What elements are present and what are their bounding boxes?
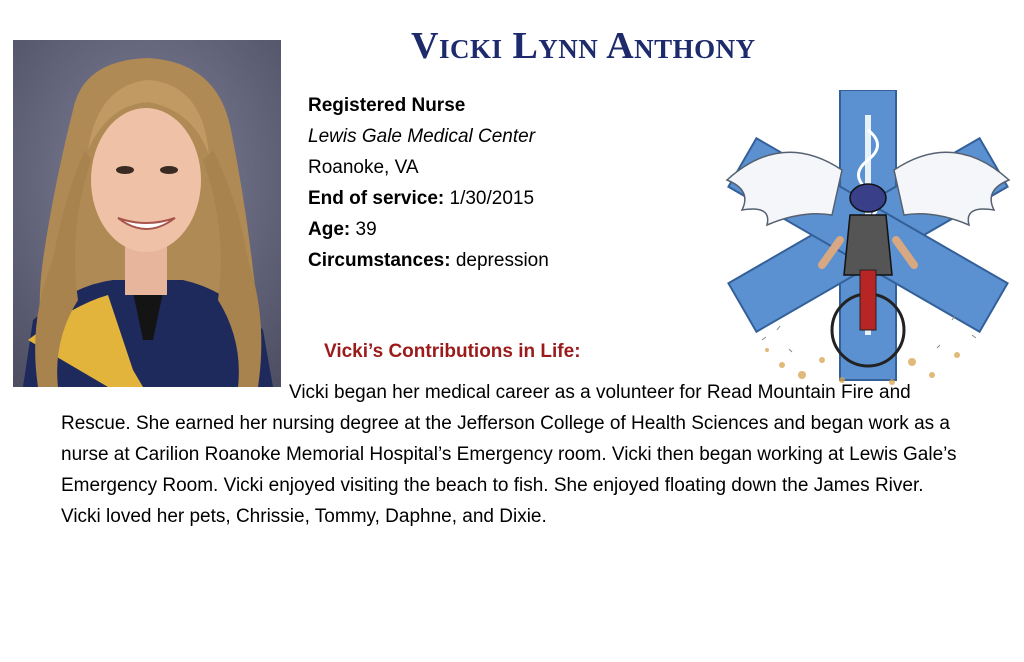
- end-of-service-label: End of service:: [308, 188, 445, 209]
- circumstances-row: [308, 245, 549, 276]
- portrait-photo: [13, 40, 281, 387]
- person-name: Vicki Lynn Anthony: [411, 25, 756, 67]
- profile-details: [308, 90, 549, 276]
- circumstances-value: depression: [455, 250, 549, 271]
- end-of-service-row: [308, 183, 549, 214]
- star-of-life-emblem: [722, 90, 1014, 390]
- contributions-text: Vicki began her medical career as a volunteer for Read Mountain Fire and Rescue. She earned her nursing degree at the Jefferson College of Health Sciences and began work as a nurse at Carilion Roanoke Memorial Hospital’s Emergency room. Vicki then began working at Lewis Gale’s Emergency Room. Vicki enjoyed visiting the beach to fish. She enjoyed floating down the James River. Vicki loved her pets, Chrissie, Tommy, Daphne, and Dixie.: [61, 382, 957, 527]
- end-of-service-value: 1/30/2015: [449, 188, 535, 209]
- employer: Lewis Gale Medical Center: [308, 126, 536, 147]
- circumstances-label: Circumstances:: [308, 250, 451, 271]
- location: Roanoke, VA: [308, 157, 419, 178]
- contributions-heading: Vicki’s Contributions in Life:: [324, 341, 581, 362]
- age-value: 39: [355, 219, 377, 240]
- job-title: Registered Nurse: [308, 95, 466, 116]
- age-label: Age:: [308, 219, 351, 240]
- age-row: [308, 214, 549, 245]
